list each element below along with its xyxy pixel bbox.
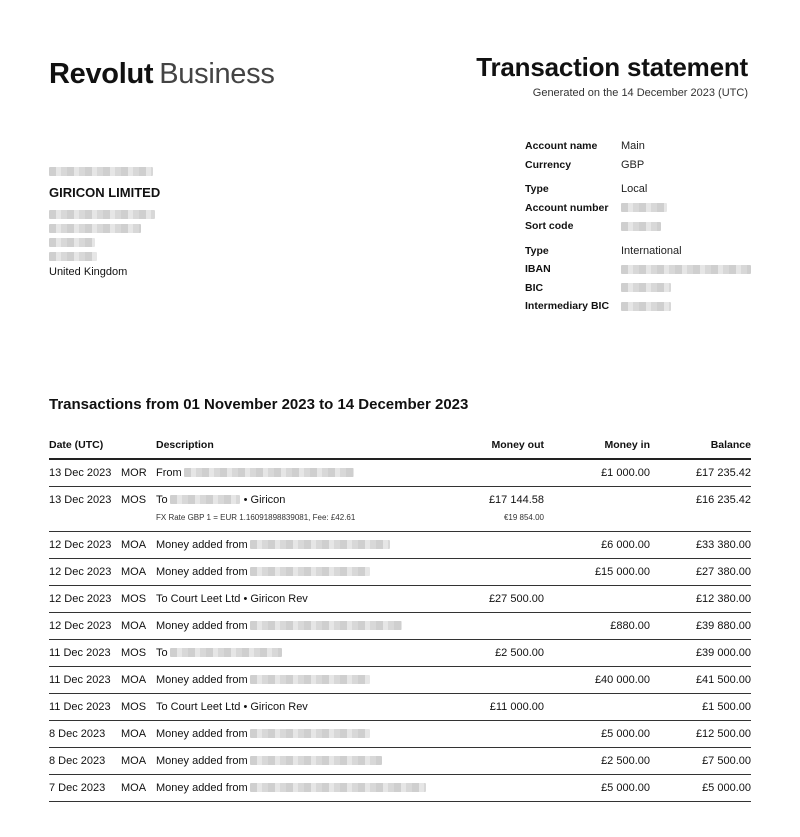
cell-code: MOA bbox=[121, 558, 156, 585]
intermediary-bic-label: Intermediary BIC bbox=[525, 300, 610, 313]
cell-description: From bbox=[156, 459, 456, 486]
table-row bbox=[49, 693, 751, 720]
cell-code: MOA bbox=[121, 774, 156, 801]
table-row bbox=[49, 585, 751, 612]
logo-primary: Revolut bbox=[49, 58, 154, 90]
redacted-address-line bbox=[49, 222, 160, 236]
cell-money-in: £880.00 bbox=[544, 612, 650, 639]
cell-description: To bbox=[156, 639, 456, 666]
account-name-value: Main bbox=[621, 140, 645, 153]
redacted-counterparty bbox=[250, 567, 370, 576]
cell-balance: £1 500.00 bbox=[650, 693, 751, 720]
cell-money-out bbox=[456, 459, 544, 486]
col-date: Date (UTC) bbox=[49, 432, 121, 459]
bic-label: BIC bbox=[525, 281, 544, 294]
redacted-counterparty bbox=[170, 648, 282, 657]
cell-money-out bbox=[456, 531, 544, 558]
table-header-row bbox=[49, 432, 751, 459]
cell-money-out bbox=[456, 774, 544, 801]
cell-money-in: £15 000.00 bbox=[544, 558, 650, 585]
cell-code: MOA bbox=[121, 666, 156, 693]
cell-money-in bbox=[544, 693, 650, 720]
cell-code: MOS bbox=[121, 486, 156, 531]
cell-money-in bbox=[544, 486, 650, 531]
cell-money-in: £5 000.00 bbox=[544, 720, 650, 747]
redacted-address-line bbox=[49, 250, 160, 264]
cell-balance: £17 235.42 bbox=[650, 459, 751, 486]
table-row bbox=[49, 774, 751, 801]
cell-date: 12 Dec 2023 bbox=[49, 585, 121, 612]
cell-money-out: £11 000.00 bbox=[456, 693, 544, 720]
company-name: GIRICON LIMITED bbox=[49, 185, 161, 200]
cell-money-out bbox=[456, 666, 544, 693]
cell-money-in bbox=[544, 639, 650, 666]
transactions-period-title: Transactions from 01 November 2023 to 14 December 2023 bbox=[49, 396, 469, 413]
cell-date: 11 Dec 2023 bbox=[49, 693, 121, 720]
redacted-counterparty bbox=[250, 783, 426, 792]
cell-date: 8 Dec 2023 bbox=[49, 747, 121, 774]
cell-balance: £39 000.00 bbox=[650, 639, 751, 666]
redacted-intermediary-bic bbox=[621, 300, 671, 312]
cell-money-out: £2 500.00 bbox=[456, 639, 544, 666]
redacted-counterparty bbox=[170, 495, 240, 504]
col-description: Description bbox=[156, 432, 456, 459]
redacted-counterparty bbox=[250, 621, 402, 630]
redacted-counterparty bbox=[250, 756, 382, 765]
cell-code: MOA bbox=[121, 720, 156, 747]
cell-money-out: £17 144.58 €19 854.00 bbox=[456, 486, 544, 531]
table-row bbox=[49, 531, 751, 558]
cell-description: Money added from bbox=[156, 774, 456, 801]
transactions-table bbox=[49, 432, 751, 802]
redacted-counterparty bbox=[250, 729, 370, 738]
cell-balance: £16 235.42 bbox=[650, 486, 751, 531]
cell-description: To Court Leet Ltd • Giricon Rev bbox=[156, 693, 456, 720]
cell-money-out bbox=[456, 720, 544, 747]
currency-value: GBP bbox=[621, 158, 645, 171]
cell-description: Money added from bbox=[156, 747, 456, 774]
fx-amount: €19 854.00 bbox=[503, 512, 544, 522]
table-row bbox=[49, 747, 751, 774]
cell-money-in: £1 000.00 bbox=[544, 459, 650, 486]
redacted-account-number bbox=[621, 202, 667, 214]
statement-title: Transaction statement bbox=[476, 52, 748, 82]
intl-type-label: Type bbox=[525, 244, 549, 257]
redacted-counterparty bbox=[250, 540, 390, 549]
cell-money-out bbox=[456, 558, 544, 585]
cell-date: 13 Dec 2023 bbox=[49, 459, 121, 486]
iban-label: IBAN bbox=[525, 263, 551, 276]
cell-money-in: £5 000.00 bbox=[544, 774, 650, 801]
generated-date: Generated on the 14 December 2023 (UTC) bbox=[532, 87, 748, 99]
cell-date: 11 Dec 2023 bbox=[49, 666, 121, 693]
account-number-label: Account number bbox=[525, 201, 609, 214]
cell-money-out: £27 500.00 bbox=[456, 585, 544, 612]
cell-balance: £39 880.00 bbox=[650, 612, 751, 639]
table-row bbox=[49, 666, 751, 693]
cell-balance: £27 380.00 bbox=[650, 558, 751, 585]
cell-money-out bbox=[456, 612, 544, 639]
cell-code: MOA bbox=[121, 531, 156, 558]
cell-description: Money added from bbox=[156, 558, 456, 585]
col-balance: Balance bbox=[650, 432, 751, 459]
cell-balance: £7 500.00 bbox=[650, 747, 751, 774]
local-type-label: Type bbox=[525, 183, 549, 196]
cell-money-out bbox=[456, 747, 544, 774]
customer-address bbox=[49, 165, 160, 278]
cell-money-in: £6 000.00 bbox=[544, 531, 650, 558]
currency-label: Currency bbox=[525, 158, 572, 171]
col-money-out: Money out bbox=[456, 432, 544, 459]
cell-description: Money added from bbox=[156, 531, 456, 558]
cell-date: 13 Dec 2023 bbox=[49, 486, 121, 531]
cell-code: MOA bbox=[121, 612, 156, 639]
cell-money-in: £2 500.00 bbox=[544, 747, 650, 774]
cell-money-in: £40 000.00 bbox=[544, 666, 650, 693]
table-row bbox=[49, 486, 751, 531]
revolut-business-logo bbox=[49, 58, 275, 91]
cell-date: 7 Dec 2023 bbox=[49, 774, 121, 801]
table-row bbox=[49, 459, 751, 486]
cell-date: 12 Dec 2023 bbox=[49, 558, 121, 585]
redacted-address-line bbox=[49, 208, 160, 222]
cell-date: 12 Dec 2023 bbox=[49, 531, 121, 558]
col-code bbox=[121, 432, 156, 459]
cell-date: 12 Dec 2023 bbox=[49, 612, 121, 639]
cell-date: 8 Dec 2023 bbox=[49, 720, 121, 747]
redacted-counterparty bbox=[250, 675, 370, 684]
redacted-name bbox=[49, 165, 160, 179]
cell-date: 11 Dec 2023 bbox=[49, 639, 121, 666]
cell-description: Money added from bbox=[156, 666, 456, 693]
cell-code: MOS bbox=[121, 585, 156, 612]
cell-balance: £12 380.00 bbox=[650, 585, 751, 612]
redacted-address-line bbox=[49, 236, 160, 250]
cell-description: To Court Leet Ltd • Giricon Rev bbox=[156, 585, 456, 612]
cell-money-in bbox=[544, 585, 650, 612]
cell-balance: £41 500.00 bbox=[650, 666, 751, 693]
cell-description: Money added from bbox=[156, 612, 456, 639]
table-row bbox=[49, 720, 751, 747]
cell-balance: £5 000.00 bbox=[650, 774, 751, 801]
logo-secondary: Business bbox=[159, 58, 275, 90]
local-type-value: Local bbox=[621, 183, 648, 196]
table-row bbox=[49, 639, 751, 666]
country: United Kingdom bbox=[49, 266, 128, 278]
sort-code-label: Sort code bbox=[525, 220, 574, 233]
intl-type-value: International bbox=[621, 244, 682, 257]
col-money-in: Money in bbox=[544, 432, 650, 459]
cell-code: MOA bbox=[121, 747, 156, 774]
redacted-sort-code bbox=[621, 220, 661, 232]
cell-code: MOS bbox=[121, 639, 156, 666]
cell-description: To • Giricon FX Rate GBP 1 = EUR 1.16091898839081, Fee: £42.61 bbox=[156, 486, 456, 531]
cell-description: Money added from bbox=[156, 720, 456, 747]
redacted-counterparty bbox=[184, 468, 354, 477]
fx-rate-note: FX Rate GBP 1 = EUR 1.16091898839081, Fee: £42.61 bbox=[156, 512, 356, 522]
cell-code: MOS bbox=[121, 693, 156, 720]
cell-balance: £12 500.00 bbox=[650, 720, 751, 747]
account-name-label: Account name bbox=[525, 140, 598, 153]
table-row bbox=[49, 558, 751, 585]
table-row bbox=[49, 612, 751, 639]
redacted-iban bbox=[621, 263, 751, 275]
cell-code: MOR bbox=[121, 459, 156, 486]
account-details bbox=[525, 137, 751, 316]
cell-balance: £33 380.00 bbox=[650, 531, 751, 558]
redacted-bic bbox=[621, 282, 671, 294]
